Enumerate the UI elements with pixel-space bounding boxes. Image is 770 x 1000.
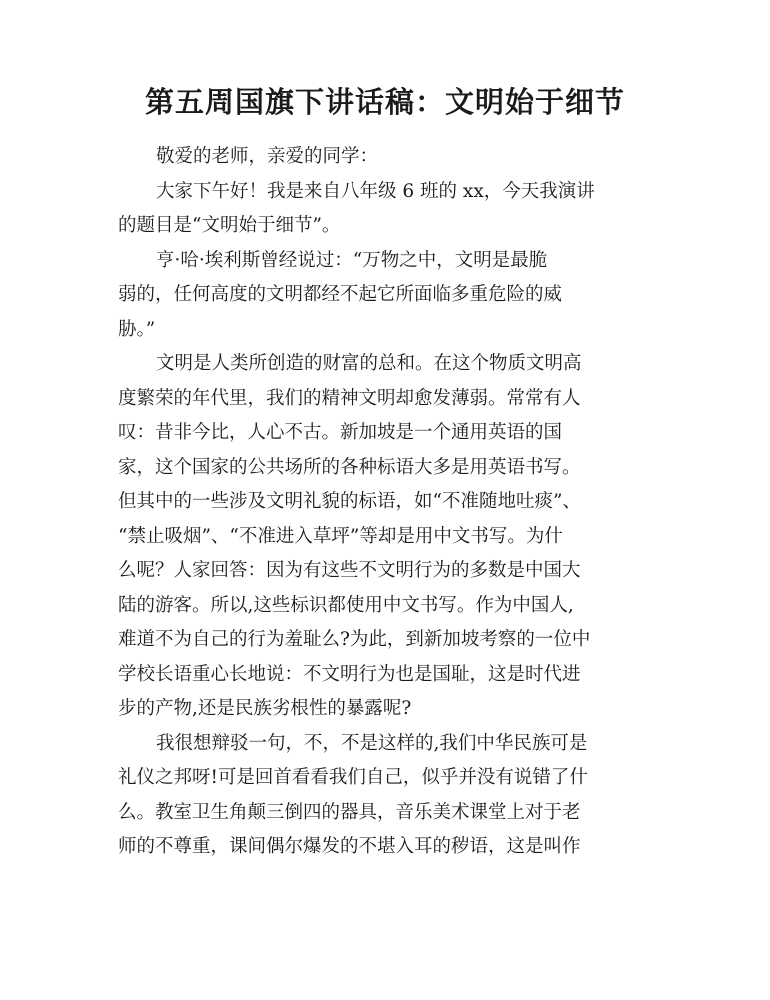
text-line: 敬爱的老师，亲爱的同学：: [156, 146, 379, 167]
text-line: 陆的游客。所以,这些标识都使用中文书写。作为中国人,: [118, 594, 574, 616]
text-line: “禁止吸烟”、“不准进入草坪”等却是用中文书写。为什: [118, 525, 563, 547]
text-line: 度繁荣的年代里，我们的精神文明却愈发薄弱。常常有人: [118, 387, 581, 409]
text-line: 步的产物,还是民族劣根性的暴露呢?: [118, 698, 412, 719]
text-line: 师的不尊重，课间偶尔爆发的不堪入耳的秽语，这是叫作: [118, 836, 581, 857]
text-line: 学校长语重心长地说：不文明行为也是国耻，这是时代进: [118, 663, 581, 685]
text-line: 亨·哈·埃利斯曾经说过：“万物之中，文明是最脆: [156, 249, 548, 271]
text-line: 弱的，任何高度的文明都经不起它所面临多重危险的威: [118, 284, 563, 305]
text-line: 礼仪之邦呀!可是回首看看我们自己，似乎并没有说错了什: [118, 767, 588, 788]
text-line: 文明是人类所创造的财富的总和。在这个物质文明高: [156, 353, 582, 374]
text-line: 家，这个国家的公共场所的各种标语大多是用英语书写。: [118, 456, 581, 478]
text-line: 我很想辩驳一句，不，不是这样的,我们中华民族可是: [156, 732, 588, 754]
text-line: 么。教室卫生角颠三倒四的器具，音乐美术课堂上对于老: [118, 801, 581, 823]
text-line: 难道不为自己的行为羞耻么?为此，到新加坡考察的一位中: [118, 629, 591, 650]
text-line: 叹：昔非今比，人心不古。新加坡是一个通用英语的国: [118, 422, 563, 443]
document-body: [118, 140, 643, 865]
text-line: 但其中的一些涉及文明礼貌的标语，如“不准随地吐痰”、: [118, 491, 581, 512]
text-line: 大家下午好！我是来自八年级 6 班的 xx，今天我演讲: [156, 180, 595, 202]
text-line: 么呢？人家回答：因为有这些不文明行为的多数是中国大: [118, 560, 581, 581]
text-line: 的题目是“文明始于细节”。: [118, 215, 341, 236]
text-line: 胁。”: [118, 318, 156, 340]
document-title: 第五周国旗下讲话稿：文明始于细节: [144, 85, 625, 119]
